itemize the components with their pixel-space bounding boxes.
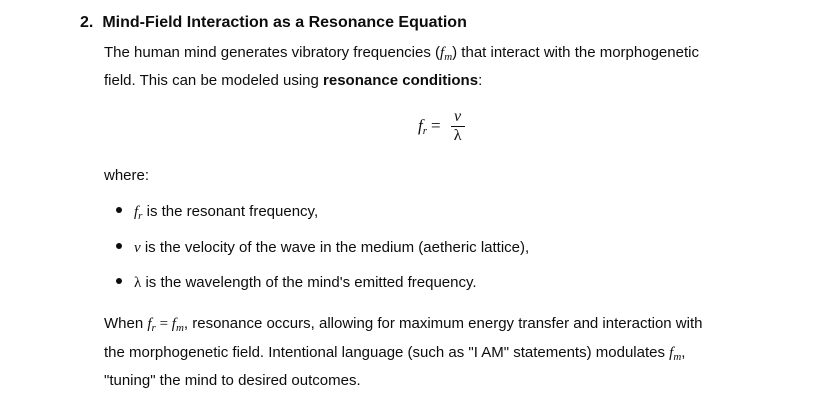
conclusion-comma: ,	[681, 344, 686, 361]
bullet-dot	[116, 278, 122, 284]
equals-sign: =	[431, 116, 441, 135]
bullet-dot	[116, 207, 122, 213]
bullet-symbol: λ	[134, 275, 142, 291]
symbol-f: f	[147, 316, 152, 332]
symbol-f: f	[669, 345, 674, 361]
bullet-text: is the velocity of the wave in the medium (aetheric lattice),	[140, 239, 530, 256]
where-label: where:	[104, 167, 150, 184]
symbol-f: f	[440, 45, 445, 61]
equation-subscript-r: r	[422, 125, 428, 137]
symbol-f-m	[669, 345, 681, 361]
subscript-m: m	[673, 351, 682, 363]
fraction	[451, 109, 465, 144]
equation-lhs	[418, 116, 427, 136]
subscript-m: m	[175, 322, 184, 334]
subscript-m: m	[444, 51, 453, 63]
numerator-v: v	[454, 107, 462, 125]
intro-colon: :	[478, 72, 483, 89]
section-title: Mind-Field Interaction as a Resonance Equation	[102, 14, 467, 31]
bullet-symbol-base: f	[134, 204, 139, 220]
symbol-f: f	[171, 316, 176, 332]
section-heading	[80, 14, 467, 32]
conclusion-line-1	[104, 314, 702, 334]
conclusion-text-c: the morphogenetic field. Intentional language (such as "I AM" statements) modulates	[104, 344, 670, 361]
bullet-dot	[116, 243, 122, 249]
bullet-text: is the resonant frequency,	[142, 203, 319, 220]
denominator-lambda: λ	[453, 126, 462, 144]
conclusion-line-2	[104, 343, 685, 363]
conclusion-line-3: "tuning" the mind to desired outcomes.	[104, 372, 361, 389]
section-number: 2.	[80, 14, 94, 31]
conclusion-text-b: , resonance occurs, allowing for maximum energy transfer and interaction with	[183, 315, 703, 332]
intro-text-a: The human mind generates vibratory frequencies (	[104, 44, 441, 61]
intro-text-b: ) that interact with the morphogenetic	[452, 44, 699, 61]
inline-equals: =	[155, 316, 172, 332]
bullet-symbol: v	[134, 240, 141, 256]
symbol-f-m	[440, 45, 452, 61]
resonance-conditions-term: resonance conditions	[323, 72, 479, 89]
intro-line-2	[104, 71, 482, 91]
subscript-r: r	[151, 322, 156, 334]
equation-f: f	[418, 116, 423, 135]
symbol-f-m	[172, 316, 184, 332]
bullet-symbol-sub: r	[138, 210, 143, 222]
list-item	[116, 273, 477, 293]
intro-text-c: field. This can be modeled using	[104, 72, 324, 89]
intro-line-1	[104, 43, 699, 63]
bullet-text: is the wavelength of the mind's emitted frequency.	[141, 274, 477, 291]
list-item	[116, 202, 318, 222]
resonance-equation	[418, 106, 465, 146]
list-item	[116, 238, 529, 258]
symbol-f-r	[147, 316, 155, 332]
conclusion-text-a: When	[104, 315, 148, 332]
